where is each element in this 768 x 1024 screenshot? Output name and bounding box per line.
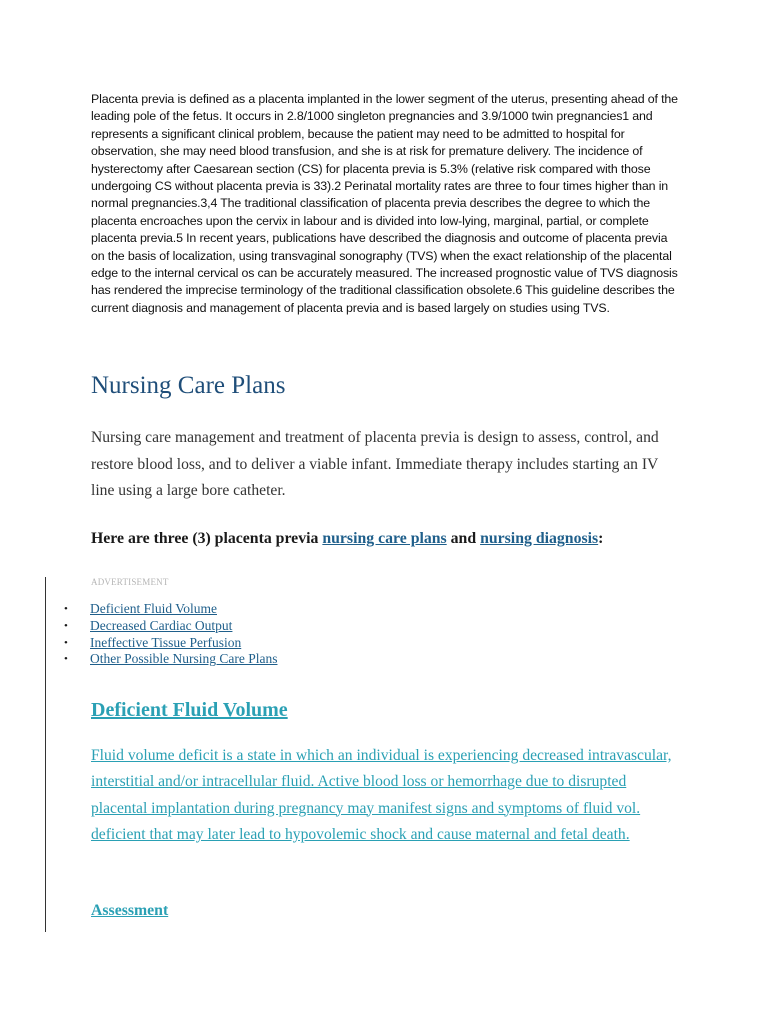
nursing-care-plans-heading: Nursing Care Plans [91, 372, 286, 399]
toc-item [64, 635, 277, 652]
bullet-icon: • [64, 603, 68, 615]
deficient-fluid-volume-heading[interactable]: Deficient Fluid Volume [91, 699, 288, 721]
advertisement-label: ADVERTISEMENT [91, 577, 169, 587]
subheading-prefix: Here are three (3) placenta previa [91, 530, 323, 547]
toc-link-ineffective-tissue-perfusion[interactable]: Ineffective Tissue Perfusion [90, 634, 242, 650]
care-plans-intro-heading [91, 530, 603, 548]
toc-link-other-nursing-care-plans[interactable]: Other Possible Nursing Care Plans [90, 651, 278, 667]
fluid-volume-deficit-paragraph[interactable]: Fluid volume deficit is a state in which an individual is experiencing decreased intravascular, interstitial and/or intracellular fluid. Active blood loss or hemorrhage due to disrupted placental implantation during pregnancy may manifest signs and symptoms of fluid vol. deficient that may later lead to hypovolemic shock and cause maternal and fetal death. [91, 747, 672, 843]
table-of-contents [64, 601, 277, 668]
left-margin-rule [45, 577, 46, 932]
assessment-heading[interactable]: Assessment [91, 902, 169, 919]
toc-link-decreased-cardiac-output[interactable]: Decreased Cardiac Output [90, 617, 233, 633]
nursing-diagnosis-link[interactable]: nursing diagnosis [480, 530, 599, 547]
toc-item [64, 618, 277, 635]
care-management-paragraph: Nursing care management and treatment of placenta previa is design to assess, control, and restore blood loss, and to deliver a viable infant. Immediate therapy includes starting an IV line using a large bore catheter. [91, 429, 659, 499]
intro-paragraph: Placenta previa is defined as a placenta implanted in the lower segment of the uterus, presenting ahead of the leading pole of the fetus. It occurs in 2.8/1000 singleton pregnancies and 3.9/1000 twin pregnancies1 and represents a significant clinical problem, because the patient may need to be admitted to hospital for observation, she may need blood transfusion, and she is at risk for premature delivery. The incidence of hysterectomy after Caesarean section (CS) for placenta previa is 5.3% (relative risk compared with those undergoing CS without placenta previa is 33).2 Perinatal mortality rates are three to four times higher than in normal pregnancies.3,4 The traditional classification of placenta previa describes the degree to which the placenta encroaches upon the cervix in labour and is divided into low-lying, marginal, partial, or complete placenta previa.5 In recent years, publications have described the diagnosis and outcome of placenta previa on the basis of localization, using transvaginal sonography (TVS) when the exact relationship of the placental edge to the internal cervical os can be accurately measured. The increased prognostic value of TVS diagnosis has rendered the imprecise terminology of the traditional classification obsolete.6 This guideline describes the current diagnosis and management of placenta previa and is based largely on studies using TVS. [91, 92, 678, 315]
subheading-suffix: : [598, 530, 604, 547]
bullet-icon: • [64, 636, 68, 649]
subheading-middle: and [446, 530, 481, 547]
toc-item [64, 651, 277, 668]
bullet-icon: • [64, 653, 68, 666]
nursing-care-plans-link[interactable]: nursing care plans [322, 530, 447, 547]
toc-item [64, 601, 277, 618]
toc-link-deficient-fluid-volume[interactable]: Deficient Fluid Volume [90, 601, 217, 616]
bullet-icon: • [64, 619, 68, 632]
